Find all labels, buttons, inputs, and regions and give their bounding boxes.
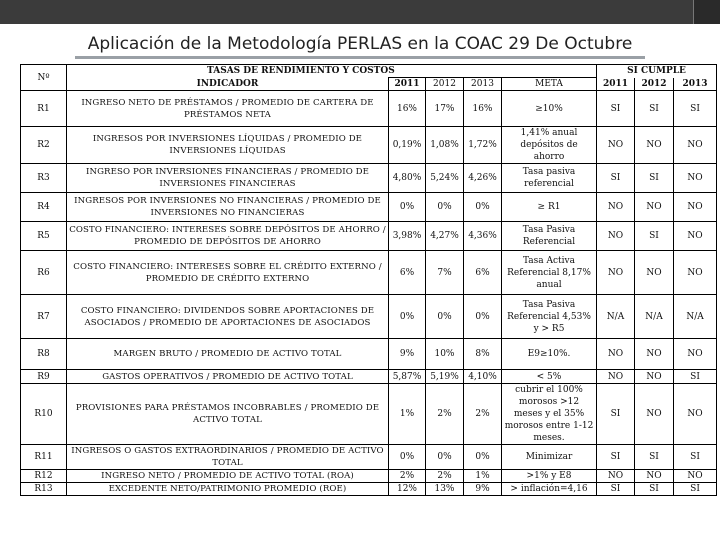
- row-cumple-2013: NO: [674, 193, 717, 222]
- row-meta: ≥ R1: [502, 193, 597, 222]
- row-cumple-2011: SI: [597, 445, 635, 470]
- row-number: R13: [21, 483, 67, 496]
- table-row: [21, 470, 717, 483]
- row-value-2011: 1%: [389, 384, 426, 445]
- row-indicador: PROVISIONES PARA PRÉSTAMOS INCOBRABLES / PROMEDIO DE ACTIVO TOTAL: [67, 384, 389, 445]
- header-row-group: [21, 65, 717, 78]
- row-cumple-2012: NO: [635, 370, 674, 384]
- row-indicador: INGRESOS POR INVERSIONES NO FINANCIERAS / PROMEDIO DE INVERSIONES NO FINANCIERAS: [67, 193, 389, 222]
- row-number: R3: [21, 164, 67, 193]
- row-value-2013: 1,72%: [464, 127, 502, 164]
- row-number: R9: [21, 370, 67, 384]
- row-value-2013: 16%: [464, 91, 502, 127]
- row-number: R8: [21, 339, 67, 370]
- row-value-2013: 1%: [464, 470, 502, 483]
- row-value-2013: 0%: [464, 193, 502, 222]
- row-cumple-2012: N/A: [635, 295, 674, 339]
- row-value-2013: 9%: [464, 483, 502, 496]
- row-meta: > inflación=4,16: [502, 483, 597, 496]
- row-cumple-2013: SI: [674, 370, 717, 384]
- row-value-2013: 8%: [464, 339, 502, 370]
- row-cumple-2011: NO: [597, 339, 635, 370]
- row-meta: E9≥10%.: [502, 339, 597, 370]
- row-value-2013: 4,10%: [464, 370, 502, 384]
- row-value-2011: 2%: [389, 470, 426, 483]
- row-value-2011: 5,87%: [389, 370, 426, 384]
- row-meta: Tasa Activa Referencial 8,17% anual: [502, 251, 597, 295]
- row-cumple-2011: NO: [597, 127, 635, 164]
- header-row-columns: [21, 78, 717, 91]
- row-cumple-2011: SI: [597, 384, 635, 445]
- row-indicador: COSTO FINANCIERO: DIVIDENDOS SOBRE APORTACIONES DE ASOCIADOS / PROMEDIO DE APORTACIONES DE ASOCIADOS: [67, 295, 389, 339]
- row-value-2012: 2%: [426, 470, 464, 483]
- row-meta: 1,41% anual depósitos de ahorro: [502, 127, 597, 164]
- row-cumple-2013: NO: [674, 251, 717, 295]
- row-cumple-2012: SI: [635, 222, 674, 251]
- row-cumple-2013: NO: [674, 164, 717, 193]
- header-indicador: INDICADOR: [67, 78, 389, 91]
- row-value-2012: 0%: [426, 445, 464, 470]
- row-cumple-2011: NO: [597, 370, 635, 384]
- row-value-2013: 4,26%: [464, 164, 502, 193]
- row-indicador: INGRESO POR INVERSIONES FINANCIERAS / PROMEDIO DE INVERSIONES FINANCIERAS: [67, 164, 389, 193]
- row-cumple-2012: SI: [635, 445, 674, 470]
- row-meta: ≥10%: [502, 91, 597, 127]
- row-value-2012: 0%: [426, 193, 464, 222]
- row-number: R6: [21, 251, 67, 295]
- table-row: [21, 193, 717, 222]
- row-meta: Tasa pasiva referencial: [502, 164, 597, 193]
- row-number: R12: [21, 470, 67, 483]
- header-cumple-2012: 2012: [635, 78, 674, 91]
- row-cumple-2012: NO: [635, 470, 674, 483]
- row-indicador: INGRESOS POR INVERSIONES LÍQUIDAS / PROMEDIO DE INVERSIONES LÍQUIDAS: [67, 127, 389, 164]
- header-cumple-2013: 2013: [674, 78, 717, 91]
- row-cumple-2012: SI: [635, 483, 674, 496]
- row-number: R11: [21, 445, 67, 470]
- row-number: R7: [21, 295, 67, 339]
- header-group-label: TASAS DE RENDIMIENTO Y COSTOS: [67, 65, 597, 78]
- row-indicador: MARGEN BRUTO / PROMEDIO DE ACTIVO TOTAL: [67, 339, 389, 370]
- table-row: [21, 384, 717, 445]
- row-value-2013: 0%: [464, 445, 502, 470]
- row-cumple-2013: SI: [674, 445, 717, 470]
- top-bar: [0, 0, 720, 24]
- row-cumple-2013: SI: [674, 483, 717, 496]
- perlas-table: [20, 64, 717, 496]
- header-2011: 2011: [389, 78, 426, 91]
- row-cumple-2013: NO: [674, 339, 717, 370]
- row-value-2012: 4,27%: [426, 222, 464, 251]
- table-row: [21, 251, 717, 295]
- row-indicador: COSTO FINANCIERO: INTERESES SOBRE EL CRÉDITO EXTERNO / PROMEDIO DE CRÉDITO EXTERNO: [67, 251, 389, 295]
- row-indicador: INGRESOS O GASTOS EXTRAORDINARIOS / PROMEDIO DE ACTIVO TOTAL: [67, 445, 389, 470]
- row-value-2012: 1,08%: [426, 127, 464, 164]
- row-indicador: COSTO FINANCIERO: INTERESES SOBRE DEPÓSITOS DE AHORRO / PROMEDIO DE DEPÓSITOS DE AHORRO: [67, 222, 389, 251]
- row-value-2012: 5,19%: [426, 370, 464, 384]
- row-meta: Tasa Pasiva Referencial: [502, 222, 597, 251]
- row-indicador: INGRESO NETO DE PRÉSTAMOS / PROMEDIO DE CARTERA DE PRÉSTAMOS NETA: [67, 91, 389, 127]
- row-value-2012: 10%: [426, 339, 464, 370]
- header-n: Nº: [21, 65, 67, 91]
- header-si-cumple: SI CUMPLE: [597, 65, 717, 78]
- table-row: [21, 222, 717, 251]
- table-row: [21, 91, 717, 127]
- row-value-2011: 3,98%: [389, 222, 426, 251]
- row-value-2011: 6%: [389, 251, 426, 295]
- table-row: [21, 370, 717, 384]
- row-value-2012: 2%: [426, 384, 464, 445]
- row-cumple-2013: NO: [674, 222, 717, 251]
- row-indicador: INGRESO NETO / PROMEDIO DE ACTIVO TOTAL (ROA): [67, 470, 389, 483]
- row-cumple-2012: SI: [635, 164, 674, 193]
- top-bar-corner: [694, 0, 720, 24]
- row-value-2011: 12%: [389, 483, 426, 496]
- table-row: [21, 445, 717, 470]
- row-number: R2: [21, 127, 67, 164]
- row-value-2011: 4,80%: [389, 164, 426, 193]
- row-cumple-2011: NO: [597, 222, 635, 251]
- row-cumple-2013: N/A: [674, 295, 717, 339]
- table-row: [21, 127, 717, 164]
- row-value-2012: 7%: [426, 251, 464, 295]
- row-value-2011: 0%: [389, 193, 426, 222]
- row-cumple-2013: NO: [674, 384, 717, 445]
- row-cumple-2011: NO: [597, 470, 635, 483]
- row-meta: < 5%: [502, 370, 597, 384]
- title-underline: [75, 56, 645, 59]
- row-cumple-2013: SI: [674, 91, 717, 127]
- page-title: Aplicación de la Metodología PERLAS en la COAC 29 De Octubre: [87, 34, 633, 54]
- row-number: R10: [21, 384, 67, 445]
- header-2012: 2012: [426, 78, 464, 91]
- row-cumple-2012: NO: [635, 384, 674, 445]
- row-cumple-2012: SI: [635, 91, 674, 127]
- row-value-2011: 0,19%: [389, 127, 426, 164]
- header-2013: 2013: [464, 78, 502, 91]
- row-value-2012: 0%: [426, 295, 464, 339]
- row-value-2011: 16%: [389, 91, 426, 127]
- row-value-2013: 6%: [464, 251, 502, 295]
- header-cumple-2011: 2011: [597, 78, 635, 91]
- row-meta: cubrir el 100% morosos >12 meses y el 35% morosos entre 1-12 meses.: [502, 384, 597, 445]
- table-row: [21, 164, 717, 193]
- row-cumple-2011: SI: [597, 164, 635, 193]
- row-cumple-2011: NO: [597, 251, 635, 295]
- table-row: [21, 295, 717, 339]
- row-cumple-2011: NO: [597, 193, 635, 222]
- row-value-2013: 0%: [464, 295, 502, 339]
- row-value-2012: 13%: [426, 483, 464, 496]
- row-cumple-2012: NO: [635, 339, 674, 370]
- row-cumple-2013: NO: [674, 470, 717, 483]
- row-value-2011: 9%: [389, 339, 426, 370]
- row-value-2011: 0%: [389, 295, 426, 339]
- row-meta: >1% y E8: [502, 470, 597, 483]
- row-meta: Tasa Pasiva Referencial 4,53% y > R5: [502, 295, 597, 339]
- row-number: R4: [21, 193, 67, 222]
- row-cumple-2012: NO: [635, 251, 674, 295]
- row-cumple-2011: SI: [597, 483, 635, 496]
- row-indicador: EXCEDENTE NETO/PATRIMONIO PROMEDIO (ROE): [67, 483, 389, 496]
- row-indicador: GASTOS OPERATIVOS / PROMEDIO DE ACTIVO TOTAL: [67, 370, 389, 384]
- row-number: R5: [21, 222, 67, 251]
- row-value-2012: 5,24%: [426, 164, 464, 193]
- row-value-2013: 2%: [464, 384, 502, 445]
- row-value-2013: 4,36%: [464, 222, 502, 251]
- row-cumple-2011: SI: [597, 91, 635, 127]
- row-cumple-2012: NO: [635, 127, 674, 164]
- row-meta: Minimizar: [502, 445, 597, 470]
- row-value-2011: 0%: [389, 445, 426, 470]
- row-value-2012: 17%: [426, 91, 464, 127]
- table-row: [21, 339, 717, 370]
- row-cumple-2013: NO: [674, 127, 717, 164]
- row-cumple-2011: N/A: [597, 295, 635, 339]
- table-row: [21, 483, 717, 496]
- header-meta: META: [502, 78, 597, 91]
- row-cumple-2012: NO: [635, 193, 674, 222]
- row-number: R1: [21, 91, 67, 127]
